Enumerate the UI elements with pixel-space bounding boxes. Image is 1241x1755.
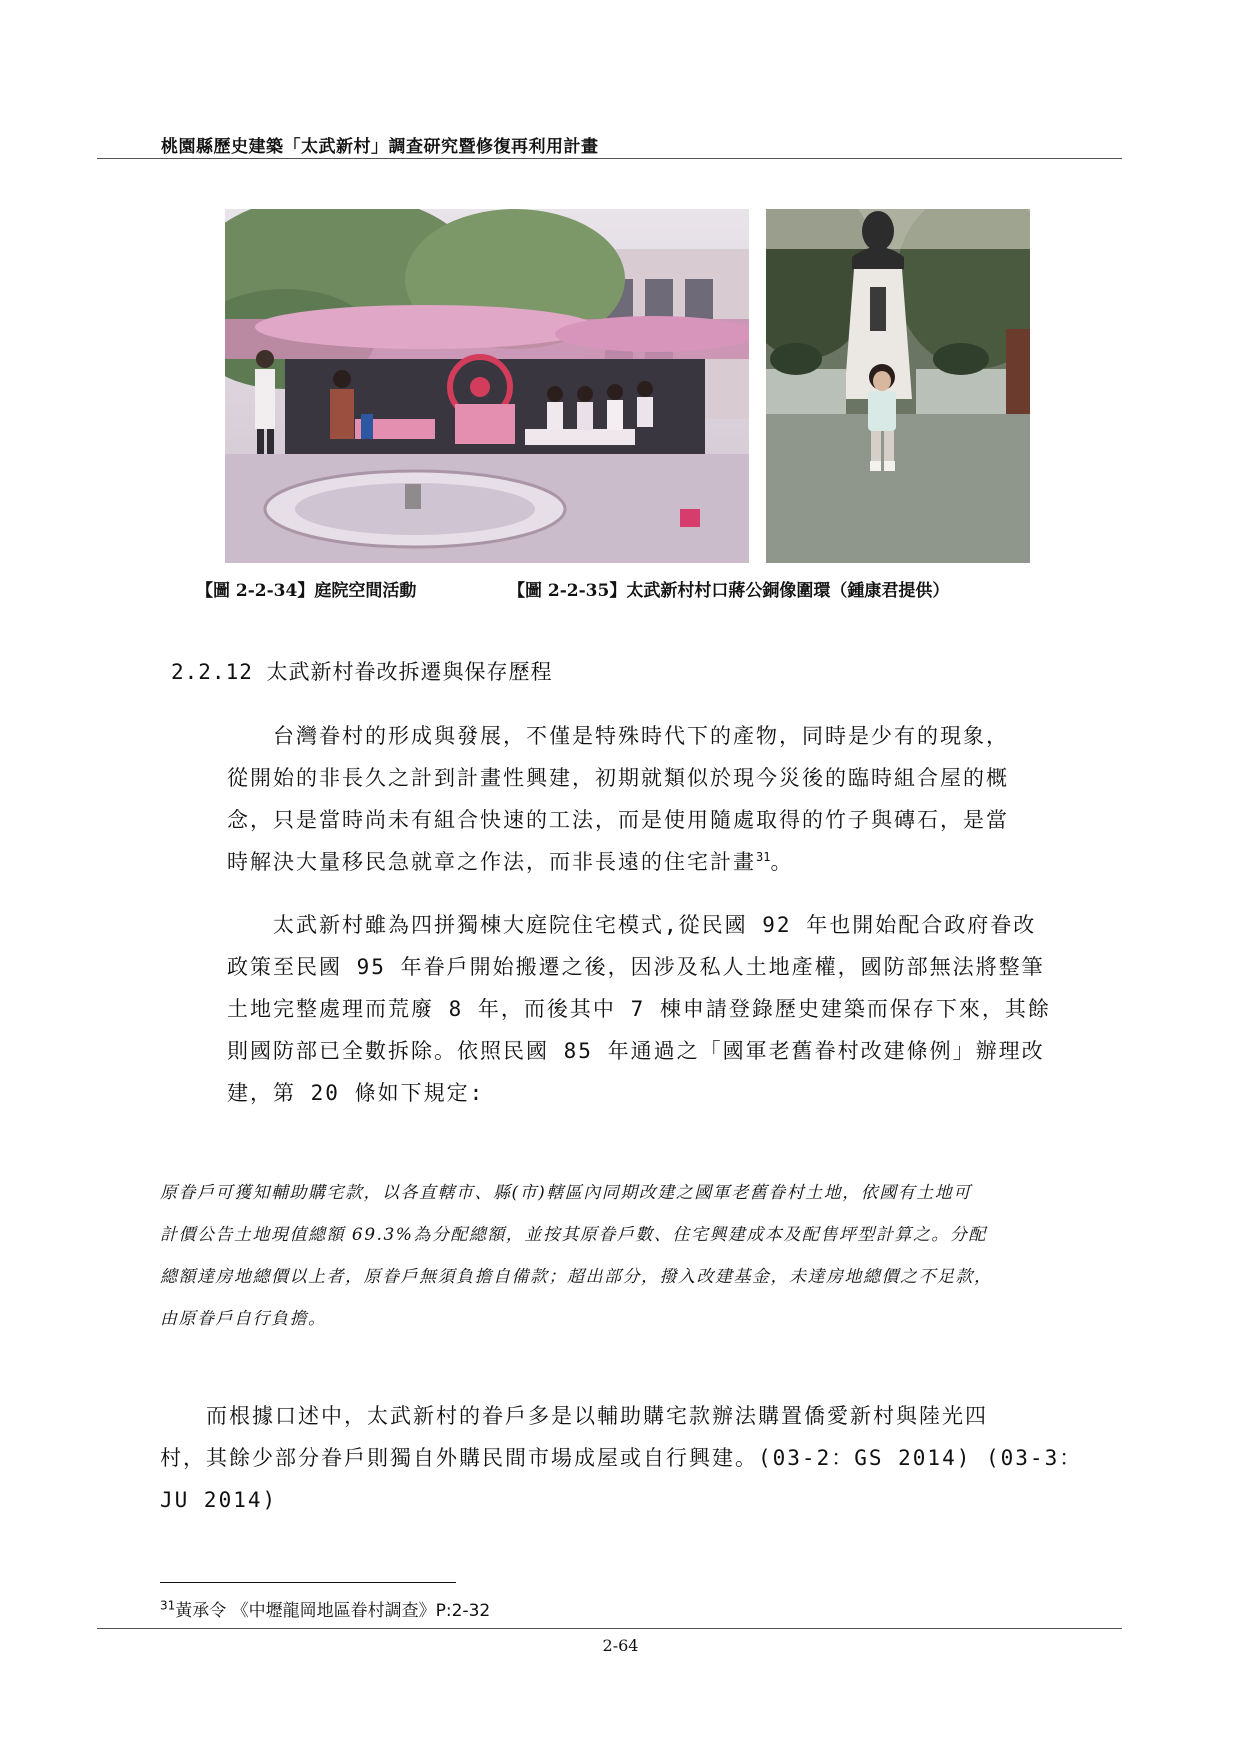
paragraph-1-line-text: 時解決大量移民急就章之作法，而非長遠的住宅計畫 xyxy=(227,850,756,874)
page-number: 2-64 xyxy=(602,1636,639,1655)
quote-line: 總額達房地總價以上者，原眷戶無須負擔自備款；超出部分，撥入改建基金，未達房地總價之不足款， xyxy=(160,1267,993,1287)
document-header-title: 桃園縣歷史建築「太武新村」調查研究暨修復再利用計畫 xyxy=(161,137,599,157)
paragraph-2-line: 政策至民國 95 年眷戶開始搬遷之後，因涉及私人土地產權，國防部無法將整筆 xyxy=(227,955,1045,979)
paragraph-4 xyxy=(160,1395,1083,1521)
paragraph-2 xyxy=(227,904,1077,1114)
figure-caption-2-2-34: 【圖 2-2-34】庭院空間活動 xyxy=(196,581,417,601)
footnote-divider xyxy=(160,1582,456,1583)
statue-monument-illustration xyxy=(766,209,1030,563)
paragraph-4-line: JU 2014) xyxy=(160,1488,278,1512)
figure-caption-2-2-35: 【圖 2-2-35】太武新村村口蔣公銅像圍環（鍾康君提供） xyxy=(508,581,950,601)
paragraph-2-line: 土地完整處理而荒廢 8 年，而後其中 7 棟申請登錄歷史建築而保存下來，其餘 xyxy=(227,997,1051,1021)
section-heading: 2.2.12 太武新村眷改拆遷與保存歷程 xyxy=(171,660,553,684)
paragraph-1-end: 。 xyxy=(770,850,794,874)
courtyard-activity-photo xyxy=(225,209,749,563)
quote-line: 原眷戶可獲知輔助購宅款，以各直轄市、縣(市)轄區內同期改建之國軍老舊眷村土地，依國有土地可 xyxy=(160,1183,972,1203)
paragraph-4-line: 而根據口述中，太武新村的眷戶多是以輔助購宅款辦法購置僑愛新村與陸光四 xyxy=(160,1404,988,1428)
footer-divider xyxy=(97,1628,1122,1629)
paragraph-2-line: 太武新村雖為四拼獨棟大庭院住宅模式,從民國 92 年也開始配合政府眷改 xyxy=(227,913,1037,937)
paragraph-2-line: 建，第 20 條如下規定: xyxy=(227,1081,485,1105)
courtyard-activity-illustration xyxy=(225,209,749,563)
paragraph-2-line: 則國防部已全數拆除。依照民國 85 年通過之「國軍老舊眷村改建條例」辦理改 xyxy=(227,1039,1045,1063)
paragraph-1-line: 念，只是當時尚未有組合快速的工法，而是使用隨處取得的竹子與磚石，是當 xyxy=(227,808,1009,832)
quote-line: 由原眷戶自行負擔。 xyxy=(160,1309,327,1329)
footnote-number: 31 xyxy=(160,1598,176,1613)
paragraph-4-line: 村，其餘少部分眷戶則獨自外購民間市場成屋或自行興建。(03-2：GS 2014) (03-3： xyxy=(160,1446,1083,1470)
quote-line: 計價公告土地現值總額 69.3%為分配總額，並按其原眷戶數、住宅興建成本及配售坪型計算之。分配 xyxy=(160,1225,987,1245)
footnote xyxy=(160,1596,490,1621)
paragraph-1 xyxy=(227,715,1077,883)
paragraph-1-line-last xyxy=(227,841,1077,883)
regulation-quote xyxy=(160,1172,1077,1340)
footnote-reference[interactable]: 31 xyxy=(756,850,771,864)
header-divider xyxy=(97,158,1122,159)
footnote-text: 黃承令 《中壢龍岡地區眷村調查》P:2-32 xyxy=(175,1601,491,1621)
paragraph-1-line: 台灣眷村的形成與發展，不僅是特殊時代下的產物，同時是少有的現象， xyxy=(227,724,1009,748)
paragraph-1-line: 從開始的非長久之計到計畫性興建，初期就類似於現今災後的臨時組合屋的概 xyxy=(227,766,1009,790)
statue-monument-photo xyxy=(766,209,1030,563)
